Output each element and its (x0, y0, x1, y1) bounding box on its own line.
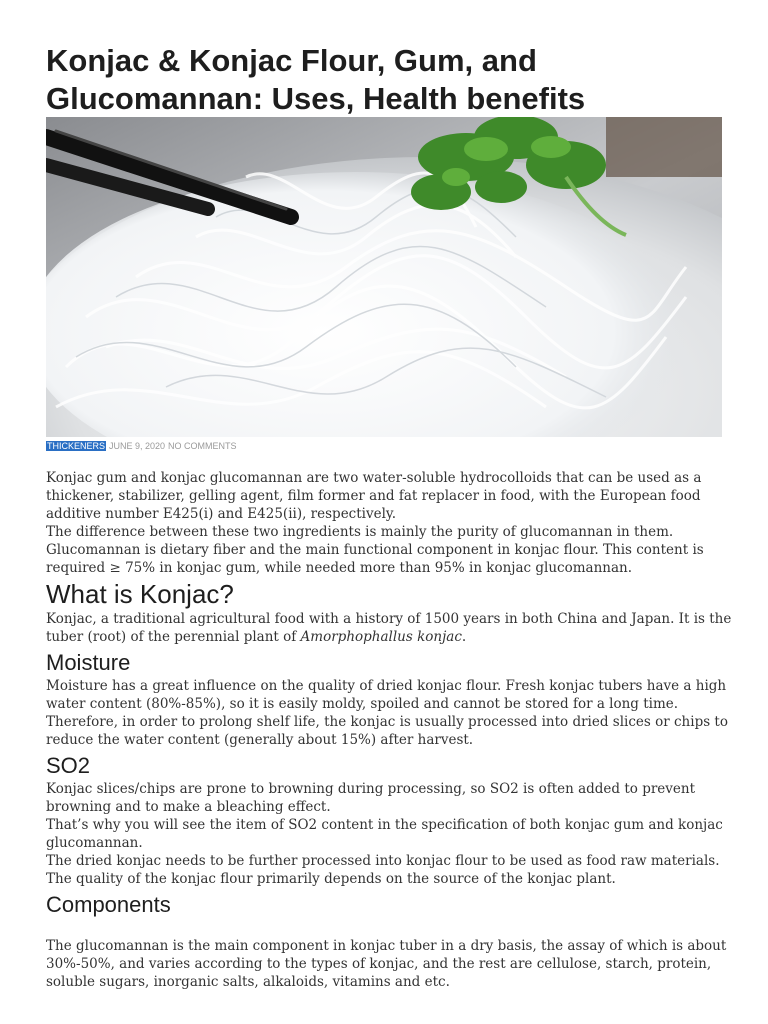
post-meta (46, 440, 240, 452)
what-is-text-end: . (461, 629, 467, 645)
hero-image (46, 117, 722, 437)
so2-paragraph-2: That’s why you will see the item of SO2 content in the specification of both konjac gum and konjac glucomannan. (46, 817, 723, 851)
species-name: Amorphophallus konjac (300, 629, 462, 645)
heading-moisture: Moisture (46, 650, 131, 675)
so2-paragraph-3: The dried konjac needs to be further processed into konjac flour to be used as food raw materials. The quality of the konjac flour primarily depends on the source of the konjac plant. (46, 853, 720, 887)
article-title: Konjac & Konjac Flour, Gum, and Glucomannan: Uses, Health benefits (46, 43, 586, 116)
category-tag[interactable]: THICKENERS (47, 441, 106, 451)
what-is-konjac-paragraph (46, 610, 736, 646)
intro-paragraph-2: The difference between these two ingredients is mainly the purity of glucomannan in them. Glucomannan is dietary fiber and the main functional component in konjac flour. This content is required ≥ 75% in konjac gum, while needed more than 95% in konjac glucomannan. (46, 524, 704, 576)
what-is-text: Konjac, a traditional agricultural food with a history of 1500 years in both China and Japan. It is the tuber (root) of the perennial plant of (46, 611, 732, 645)
comments-link[interactable]: NO COMMENTS (168, 441, 237, 451)
post-date: JUNE 9, 2020 (109, 441, 166, 451)
intro-paragraph-1: Konjac gum and konjac glucomannan are two water-soluble hydrocolloids that can be used as a thickener, stabilizer, gelling agent, film former and fat replacer in food, with the European food additive number E425(i) and E425(ii), respectively. (46, 470, 702, 522)
components-paragraph: The glucomannan is the main component in konjac tuber in a dry basis, the assay of which is about 30%-50%, and varies according to the types of konjac, and the rest are cellulose, starch, protein, soluble sugars, inorganic salts, alkaloids, vitamins and etc. (46, 938, 727, 990)
heading-what-is-konjac: What is Konjac? (46, 579, 234, 609)
moisture-paragraph: Moisture has a great influence on the quality of dried konjac flour. Fresh konjac tubers have a high water content (80%-85%), so it is easily moldy, spoiled and cannot be stored for a long time. Therefore, in order to prolong shelf life, the konjac is usually processed into dried slices or chips to reduce the water content (generally about 15%) after harvest. (46, 678, 728, 748)
heading-so2: SO2 (46, 753, 91, 778)
heading-components: Components (46, 892, 171, 917)
spacer (46, 919, 736, 937)
article-body (46, 469, 736, 991)
so2-paragraph-1: Konjac slices/chips are prone to browning during processing, so SO2 is often added to prevent browning and to make a bleaching effect. (46, 781, 696, 815)
